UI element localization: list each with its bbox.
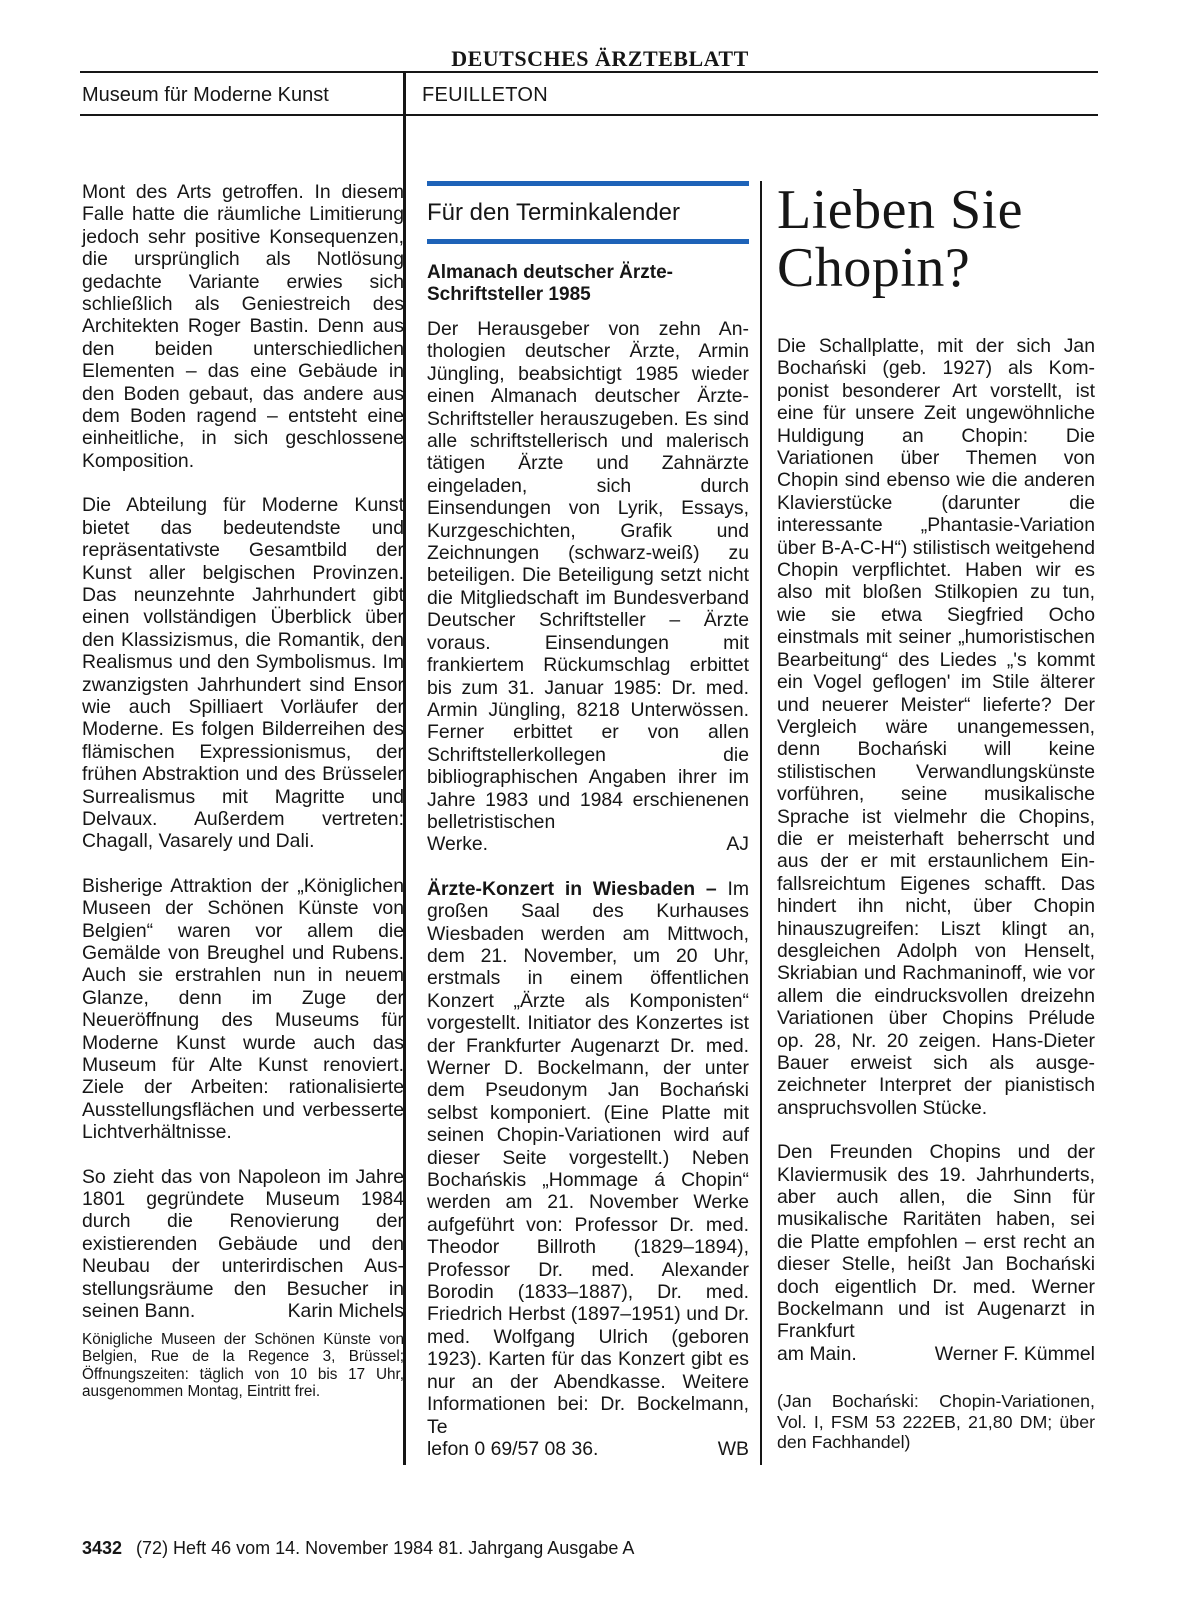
section-label-right: FEUILLETON [422, 84, 548, 106]
page-number: 3432 [82, 1538, 123, 1558]
column-middle [427, 181, 749, 1482]
article-body-end: Werke. [427, 833, 489, 856]
author-signature: Werner F. Kümmel [934, 1342, 1095, 1365]
article-closing-line [427, 833, 749, 855]
article-body: Der Herausgeber von zehn Anthologien deutscher Ärzte, Armin Jüngling, beabsichtigt 1985 wieder einen Almanach deutscher Ärzte-Schriftsteller herauszugeben. Es sind alle schriftstellerisch und malerisch tätigen Ärzte und Zahnärzte eingeladen, sich durch Einsendungen von Lyrik, Essays, Kurzgeschichten, Grafik und Zeichnungen (schwarz-weiß) zu beteiligen. Die Beteiligung setzt nicht die Mitgliedschaft im Bundesverband Deutscher Schriftsteller – Ärzte voraus. Einsendungen mit frankiertem Rückumschlag erbittet bis zum 31. Januar 1985: Dr. med. Armin Jüngling, 8218 Unterwössen. Ferner erbittet er von allen Schriftstellerkollegen die bibliographischen Angaben ihrer im Jahre 1983 und 1984 erschienenen belletristischen [427, 318, 749, 833]
article-body [427, 878, 749, 1438]
box-rule-bottom [427, 239, 749, 244]
article-signature: AJ [726, 833, 749, 856]
article-heading: Ärzte-Konzert in Wiesbaden – [427, 877, 717, 900]
article-closing-line [427, 1438, 749, 1460]
paragraph: Die Abteilung für Moderne Kunst bietet das bedeutendste und repräsentativste Gesamtbild der Kunst aller belgischen Provinzen. Das neunzehnte Jahrhundert gibt einen vollständigen Überblick über den Klassizismus, die Romantik, den Realismus und den Symbolismus. Im zwanzigsten Jahrhundert sind Ensor wie auch Spilliaert Vorläufer der Moderne. Es folgen Bilderreihen des flämischen Expressionismus, der frühen Abstraktion und des Brüsseler Surrealismus mit Magritte und Delvaux. Außerdem vertreten: Chagall, Vasarely und Dali. [82, 494, 404, 853]
page-footer [82, 1538, 634, 1559]
column-right [777, 181, 1095, 1475]
paragraph: Mont des Arts getroffen. In diesem Falle hatte die räumliche Limitierung jedoch sehr positive Konsequenzen, die ursprünglich als Notlösung gedachte Variante erwies sich schließlich als Geniestreich des Architekten Roger Bastin. Denn aus den beiden unterschiedlichen Elementen – das eine Gebäude in den Boden gebaut, das andere aus dem Boden ragend – entsteht eine einheitliche, in sich geschlossene Komposition. [82, 181, 404, 472]
paragraph: Den Freunden Chopins und der Klaviermusik des 19. Jahrhunderts, aber auch allen, die Sinn für musikalische Raritäten haben, sei die Platte empfohlen – erst recht an dieser Stelle, heißt Jan Bochański doch eigentlich Dr. med. Werner Bockelmann und ist Augenarzt in Frankfurt [777, 1141, 1095, 1343]
article-heading: Almanach deutscher Ärzte-Schriftsteller 1985 [427, 262, 674, 305]
paragraph [82, 1166, 404, 1323]
paragraph: Die Schallplatte, mit der sich Jan Bochański (geb. 1927) als Komponist besonderer Art vorstellt, ist eine für unsere Zeit ungewöhnliche Huldigung an Chopin: Die Variationen über Themen von Chopin sind ebenso wie die anderen Klavierstücke (darunter die interessante „Phantasie-Variation über B-A-C-H“) stilistisch weitgehend Chopin verpflichtet. Haben wir es also mit bloßen Stilkopien zu tun, wie sie etwa Siegfried Ocho einstmals mit seiner „humoristischen Bearbeitung“ des Liedes „'s kommt ein Vogel geflogen' im Stile älterer und neuerer Meister“ lieferte? Der Vergleich wäre unangemessen, denn Bochański will keine stilistischen Verwandlungskünste vorführen, seine musikalische Sprache ist vielmehr die Chopins, die er meisterhaft beherrscht und aus der er mit erstaunlichem Einfallsreichtum Eigenes schafft. Das hindert ihn nicht, über Chopin hinauszugreifen: Liszt klingt an, desgleichen Adolph von Henselt, Skriabian und Rachmaninoff, wie vor allem die eindrucksvollen dreizehn Variationen über Chopins Prélude op. 28, Nr. 20 zeigen. Hans-Dieter Bauer erweist sich als ausgezeichneter Interpret der pianistisch anspruchsvollen Stücke. [777, 335, 1095, 1119]
record-caption: (Jan Bochański: Chopin-Variationen, Vol. I, FSM 53 222EB, 21,80 DM; über den Fachhandel) [777, 1391, 1095, 1453]
paragraph: Bisherige Attraktion der „Königlichen Museen der Schönen Künste von Belgien“ waren vor allem die Gemälde von Breughel und Rubens. Auch sie erstrahlen nun in neuem Glanze, denn im Zuge der Neueröffnung des Museums für Moderne Kunst wurde auch das Museum für Alte Kunst renoviert. Ziele der Arbeiten: rationalisierte Ausstellungsflächen und verbesserte Lichtverhältnisse. [82, 874, 404, 1144]
issue-info: (72) Heft 46 vom 14. November 1984 81. Jahrgang Ausgabe A [136, 1538, 635, 1558]
section-label-left: Museum für Moderne Kunst [82, 84, 329, 106]
box-title: Für den Terminkalender [427, 199, 681, 226]
paragraph-text: So zieht das von Napoleon im Jahre 1801 gegründete Museum 1984 durch die Renovierung der existierenden Gebäude und den Neubau der unterirdischen Ausstellungsräume den Besucher in seinen Bann. [82, 1165, 404, 1323]
masthead: DEUTSCHES ÄRZTEBLATT [451, 46, 749, 71]
paragraph-end: am Main. [777, 1342, 857, 1365]
address-note: Königliche Museen der Schönen Künste von Belgien, Rue de la Regence 3, Brüssel; Öffnungszeiten: täglich von 10 bis 17 Uhr, ausgenommen Montag, Eintritt frei. [82, 1330, 404, 1401]
article-title: Lieben Sie Chopin? [777, 179, 1024, 299]
author-signature: Karin Michels [287, 1300, 404, 1323]
article-body-end: lefon 0 69/57 08 36. [427, 1437, 599, 1460]
column-divider-right [760, 181, 762, 1465]
article-text: Im großen Saal des Kurhauses Wiesbaden werden am Mittwoch, dem 21. November, um 20 Uhr, erstmals in einem öffentlichen Konzert „Ärzte als Komponisten“ vorgestellt. Initiator des Konzertes ist der Frankfurter Augenarzt Dr. med. Werner D. Bockelmann, der unter dem Pseudonym Jan Bochański selbst komponiert. (Eine Platte mit seinen Chopin-Variationen wird auf dieser Seite vorgestellt.) Neben Bochańskis „Hommage á Chopin“ werden am 21. November Werke aufgeführt von: Professor Dr. med. Theodor Billroth (1829–1894), Professor Dr. med. Alexander Borodin (1833–1887), Dr. med. Friedrich Herbst (1897–1951) und Dr. med. Wolfgang Ulrich (geboren 1923). Karten für das Konzert gibt es nur an der Abendkasse. Weitere Informationen bei: Dr. Bockelmann, Te [427, 877, 749, 1438]
paragraph-closing-line [777, 1343, 1095, 1365]
article-signature: WB [717, 1437, 749, 1460]
header-rule-bottom [80, 114, 1098, 116]
header-rule-top [80, 71, 1098, 73]
column-left [82, 181, 404, 1423]
